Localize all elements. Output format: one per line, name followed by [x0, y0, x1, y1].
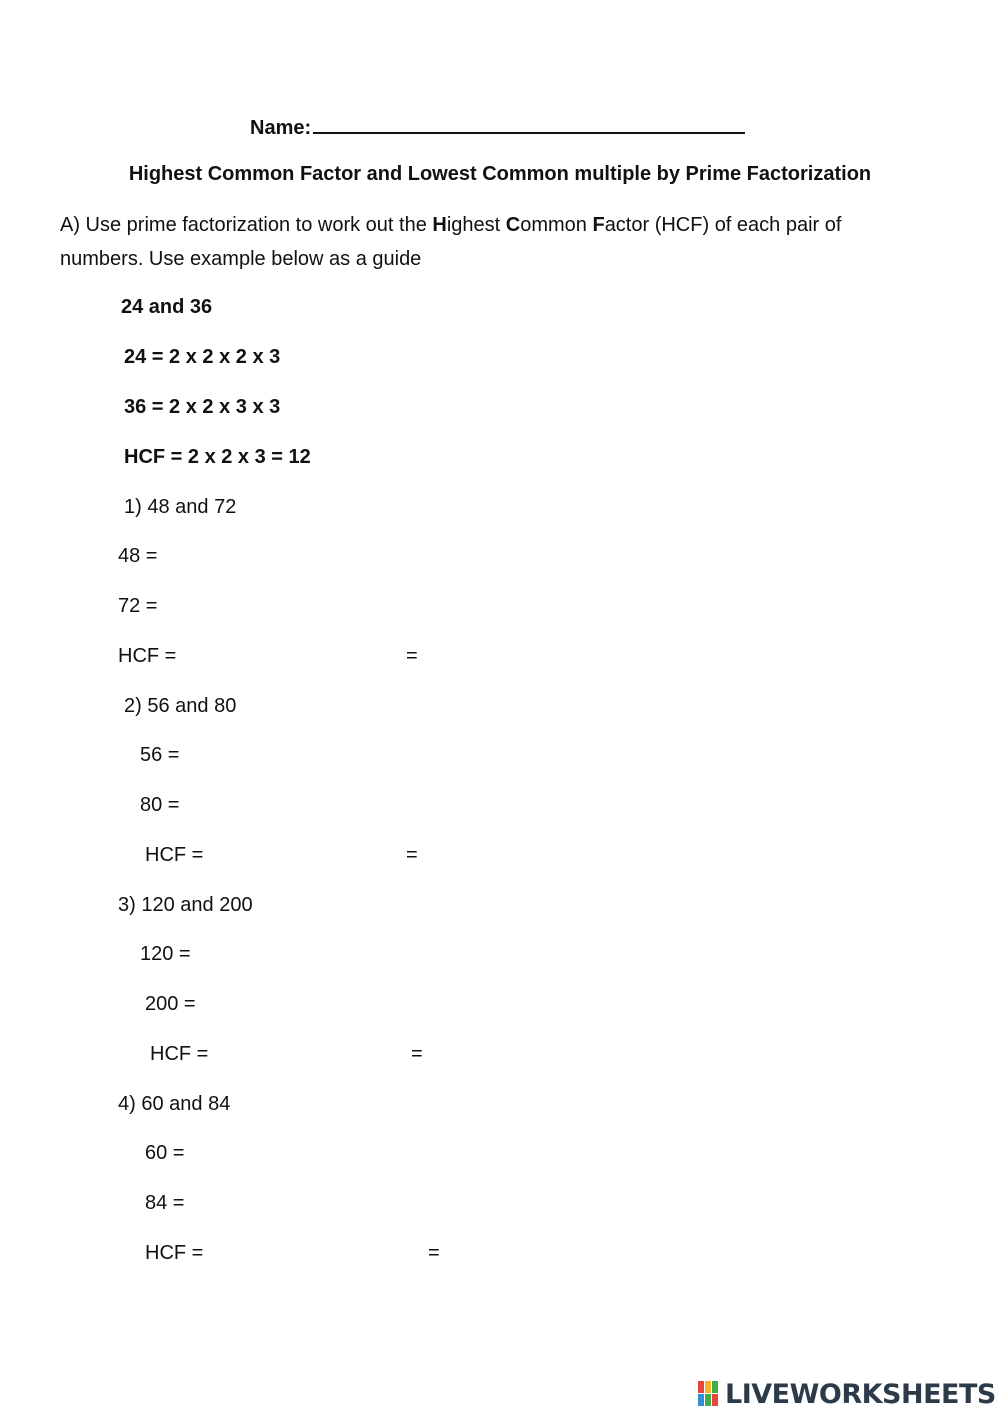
question-3-first[interactable]: 120 = [140, 943, 191, 965]
example-line-1: 24 = 2 x 2 x 2 x 3 [124, 346, 281, 368]
question-1-hcf-equals[interactable]: = [406, 645, 418, 667]
example-hcf-line: HCF = 2 x 2 x 3 = 12 [124, 446, 311, 468]
question-4-second[interactable]: 84 = [145, 1192, 185, 1214]
instructions-rest: actor (HCF) of each pair of numbers. Use example below as a guide [60, 214, 842, 270]
logo-block-1 [698, 1381, 704, 1393]
question-4-hcf[interactable]: HCF = [145, 1242, 204, 1264]
instructions-lead: A) Use prime factorization to work out the [60, 214, 433, 236]
question-1-hcf[interactable]: HCF = [118, 645, 177, 667]
question-2-heading: 2) 56 and 80 [124, 695, 237, 717]
instructions-c: C [505, 214, 521, 236]
instructions-h: H [432, 214, 447, 236]
instructions [60, 208, 930, 276]
logo-block-3 [712, 1381, 718, 1393]
instructions-f: F [592, 214, 605, 236]
question-2-first[interactable]: 56 = [140, 744, 180, 766]
question-2-second[interactable]: 80 = [140, 794, 180, 816]
question-4-hcf-equals[interactable]: = [428, 1242, 440, 1264]
question-3-heading: 3) 120 and 200 [118, 894, 253, 916]
example-heading: 24 and 36 [121, 296, 213, 318]
logo-block-6 [712, 1394, 718, 1406]
question-4-heading: 4) 60 and 84 [118, 1093, 231, 1115]
name-field[interactable] [250, 112, 745, 140]
logo-block-4 [698, 1394, 704, 1406]
question-3-second[interactable]: 200 = [145, 993, 196, 1015]
example-line-2: 36 = 2 x 2 x 3 x 3 [124, 396, 281, 418]
logo-block-2 [705, 1381, 711, 1393]
question-2-hcf-equals[interactable]: = [406, 844, 418, 866]
question-3-hcf-equals[interactable]: = [411, 1043, 423, 1065]
question-1-first[interactable]: 48 = [118, 545, 158, 567]
worksheet-title: Highest Common Factor and Lowest Common multiple by Prime Factorization [128, 163, 872, 185]
instructions-ighest: ighest [446, 214, 506, 236]
question-4-first[interactable]: 60 = [145, 1142, 185, 1164]
name-underline[interactable] [313, 112, 745, 134]
liveworksheets-logo-text: LIVEWORKSHEETS [725, 1378, 996, 1410]
liveworksheets-logo-icon [698, 1381, 722, 1407]
logo-block-5 [705, 1394, 711, 1406]
name-label: Name: [250, 117, 312, 139]
question-2-hcf[interactable]: HCF = [145, 844, 204, 866]
question-3-hcf[interactable]: HCF = [150, 1043, 209, 1065]
instructions-ommon: ommon [520, 214, 593, 236]
question-1-second[interactable]: 72 = [118, 595, 158, 617]
question-1-heading: 1) 48 and 72 [124, 496, 237, 518]
liveworksheets-logo [698, 1378, 996, 1410]
